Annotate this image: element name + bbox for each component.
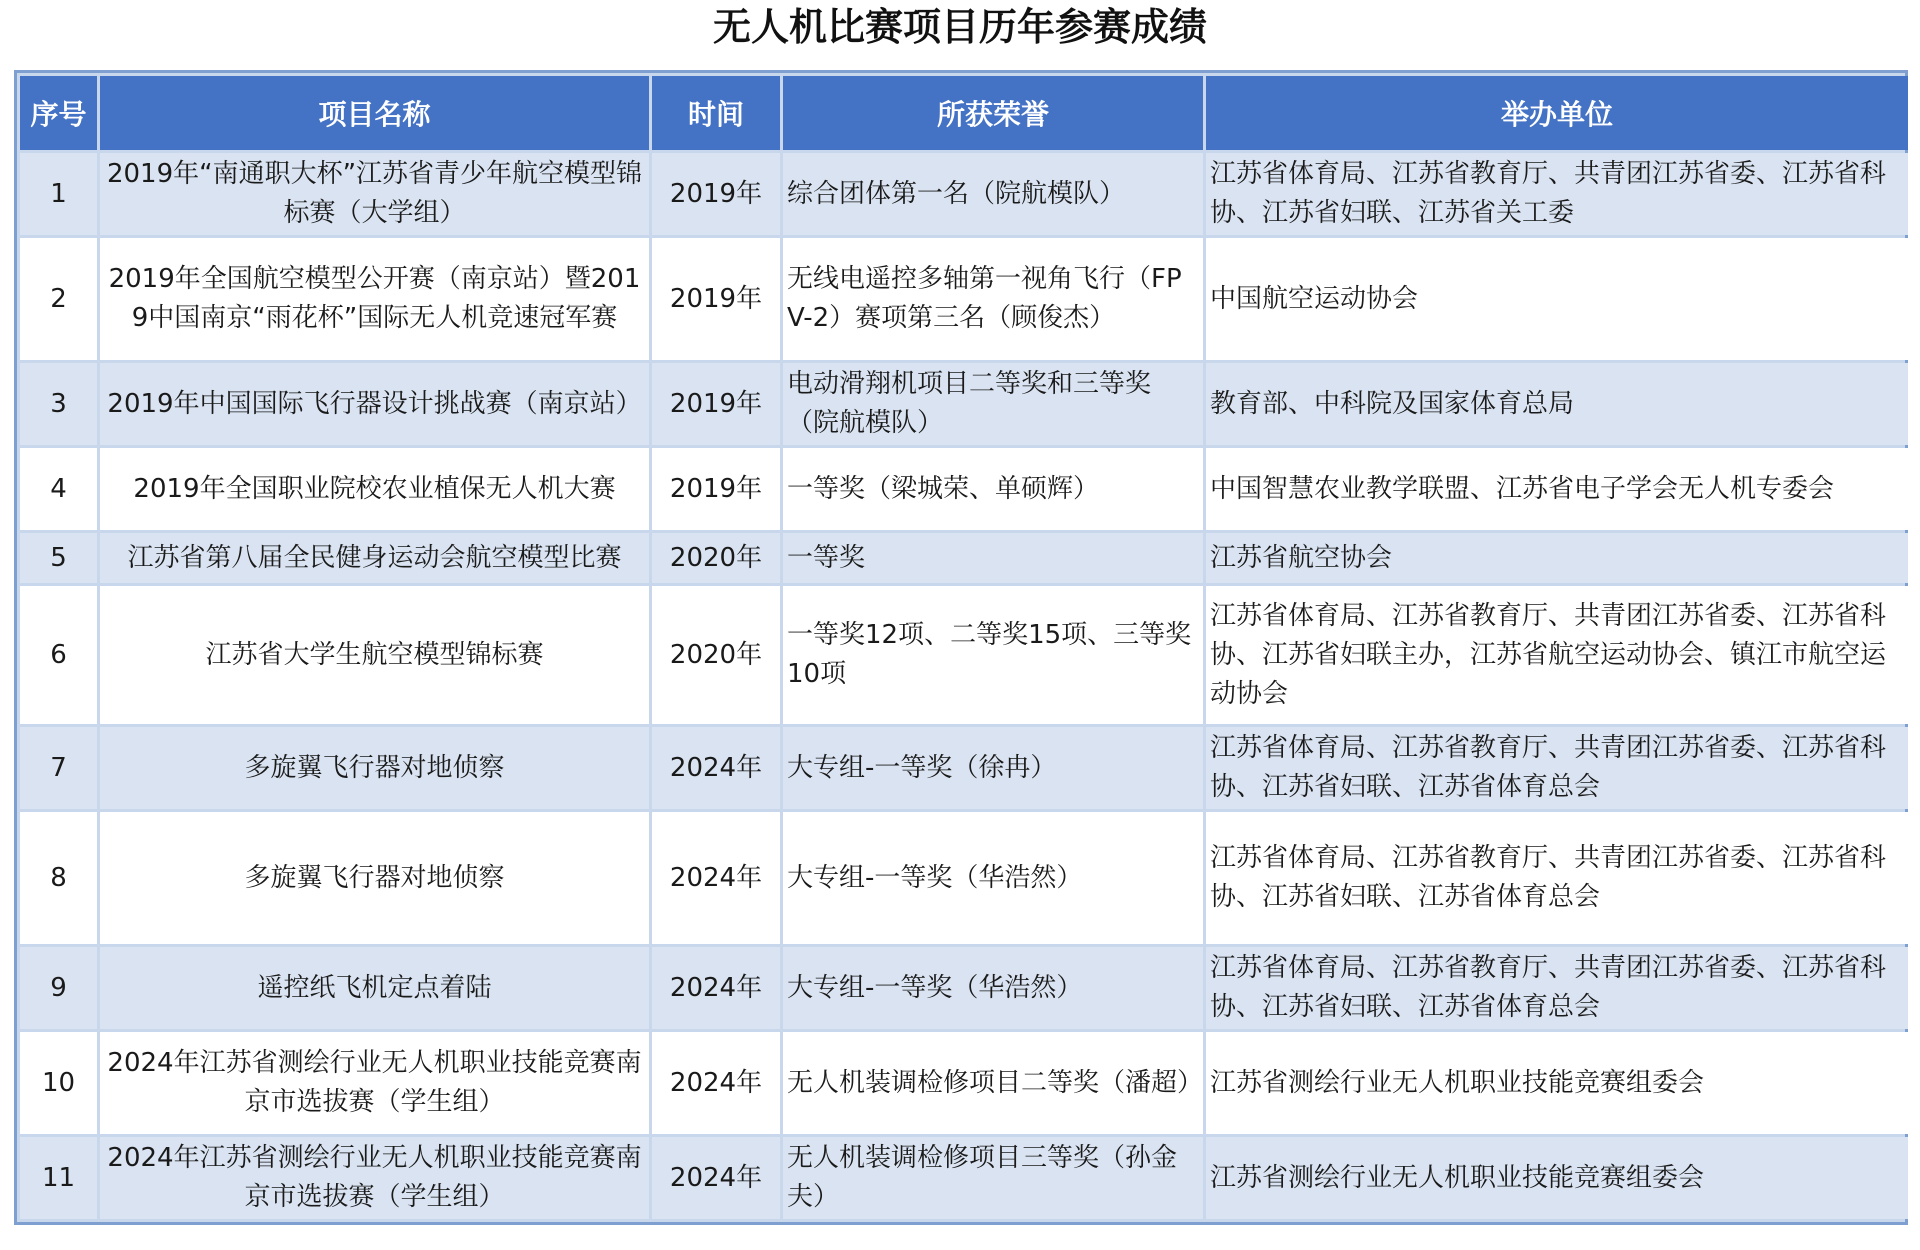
cell-honor: 无人机装调检修项目二等奖（潘超） — [783, 1032, 1203, 1134]
cell-serial-number: 8 — [20, 812, 97, 944]
cell-serial-number: 1 — [20, 153, 97, 235]
cell-honor: 电动滑翔机项目二等奖和三等奖（院航模队） — [783, 363, 1203, 445]
cell-organizer: 江苏省体育局、江苏省教育厅、共青团江苏省委、江苏省科协、江苏省妇联主办，江苏省航空运动协会、镇江市航空运动协会 — [1206, 586, 1908, 724]
cell-honor: 大专组-一等奖（华浩然） — [783, 812, 1203, 944]
cell-time: 2020年 — [652, 533, 780, 583]
header-organizer: 举办单位 — [1206, 76, 1908, 150]
cell-honor: 大专组-一等奖（徐冉） — [783, 727, 1203, 809]
cell-time: 2020年 — [652, 586, 780, 724]
cell-time: 2019年 — [652, 448, 780, 530]
cell-project-name: 江苏省大学生航空模型锦标赛 — [100, 586, 649, 724]
cell-organizer: 中国航空运动协会 — [1206, 238, 1908, 360]
cell-project-name: 多旋翼飞行器对地侦察 — [100, 727, 649, 809]
cell-serial-number: 3 — [20, 363, 97, 445]
table-row — [20, 586, 1908, 724]
cell-time: 2024年 — [652, 812, 780, 944]
cell-honor: 综合团体第一名（院航模队） — [783, 153, 1203, 235]
cell-serial-number: 7 — [20, 727, 97, 809]
cell-honor: 一等奖（梁城荣、单硕辉） — [783, 448, 1203, 530]
cell-serial-number: 10 — [20, 1032, 97, 1134]
cell-serial-number: 5 — [20, 533, 97, 583]
table-row — [20, 1032, 1908, 1134]
cell-project-name: 2019年全国职业院校农业植保无人机大赛 — [100, 448, 649, 530]
table-row — [20, 533, 1908, 583]
cell-time: 2019年 — [652, 238, 780, 360]
cell-time: 2024年 — [652, 947, 780, 1029]
header-time: 时间 — [652, 76, 780, 150]
page-title: 无人机比赛项目历年参赛成绩 — [712, 5, 1207, 49]
cell-project-name: 江苏省第八届全民健身运动会航空模型比赛 — [100, 533, 649, 583]
cell-time: 2024年 — [652, 1137, 780, 1219]
table-header-row — [20, 76, 1908, 150]
table-row — [20, 812, 1908, 944]
table-row — [20, 1137, 1908, 1219]
cell-time: 2024年 — [652, 727, 780, 809]
header-honor: 所获荣誉 — [783, 76, 1203, 150]
cell-project-name: 多旋翼飞行器对地侦察 — [100, 812, 649, 944]
cell-honor: 无人机装调检修项目三等奖（孙金夫） — [783, 1137, 1203, 1219]
cell-project-name: 2019年全国航空模型公开赛（南京站）暨2019中国南京“雨花杯”国际无人机竞速冠军赛 — [100, 238, 649, 360]
cell-honor: 无线电遥控多轴第一视角飞行（FPV-2）赛项第三名（顾俊杰） — [783, 238, 1203, 360]
cell-organizer: 江苏省测绘行业无人机职业技能竞赛组委会 — [1206, 1137, 1908, 1219]
header-project-name: 项目名称 — [100, 76, 649, 150]
cell-organizer: 中国智慧农业教学联盟、江苏省电子学会无人机专委会 — [1206, 448, 1908, 530]
cell-project-name: 2024年江苏省测绘行业无人机职业技能竞赛南京市选拔赛（学生组） — [100, 1137, 649, 1219]
results-table — [17, 73, 1911, 1222]
cell-organizer: 江苏省体育局、江苏省教育厅、共青团江苏省委、江苏省科协、江苏省妇联、江苏省关工委 — [1206, 153, 1908, 235]
cell-organizer: 江苏省测绘行业无人机职业技能竞赛组委会 — [1206, 1032, 1908, 1134]
table-row — [20, 727, 1908, 809]
table-row — [20, 947, 1908, 1029]
cell-organizer: 教育部、中科院及国家体育总局 — [1206, 363, 1908, 445]
cell-serial-number: 4 — [20, 448, 97, 530]
cell-project-name: 2019年“南通职大杯”江苏省青少年航空模型锦标赛（大学组） — [100, 153, 649, 235]
results-table-container — [14, 70, 1908, 1225]
cell-honor: 一等奖12项、二等奖15项、三等奖10项 — [783, 586, 1203, 724]
table-row — [20, 448, 1908, 530]
cell-serial-number: 11 — [20, 1137, 97, 1219]
cell-project-name: 2019年中国国际飞行器设计挑战赛（南京站） — [100, 363, 649, 445]
cell-time: 2024年 — [652, 1032, 780, 1134]
cell-honor: 一等奖 — [783, 533, 1203, 583]
cell-honor: 大专组-一等奖（华浩然） — [783, 947, 1203, 1029]
cell-time: 2019年 — [652, 363, 780, 445]
cell-serial-number: 6 — [20, 586, 97, 724]
cell-organizer: 江苏省体育局、江苏省教育厅、共青团江苏省委、江苏省科协、江苏省妇联、江苏省体育总会 — [1206, 812, 1908, 944]
cell-organizer: 江苏省体育局、江苏省教育厅、共青团江苏省委、江苏省科协、江苏省妇联、江苏省体育总会 — [1206, 947, 1908, 1029]
cell-project-name: 2024年江苏省测绘行业无人机职业技能竞赛南京市选拔赛（学生组） — [100, 1032, 649, 1134]
table-row — [20, 238, 1908, 360]
cell-serial-number: 9 — [20, 947, 97, 1029]
cell-project-name: 遥控纸飞机定点着陆 — [100, 947, 649, 1029]
header-serial-number: 序号 — [20, 76, 97, 150]
cell-serial-number: 2 — [20, 238, 97, 360]
cell-time: 2019年 — [652, 153, 780, 235]
cell-organizer: 江苏省航空协会 — [1206, 533, 1908, 583]
table-row — [20, 153, 1908, 235]
cell-organizer: 江苏省体育局、江苏省教育厅、共青团江苏省委、江苏省科协、江苏省妇联、江苏省体育总会 — [1206, 727, 1908, 809]
table-row — [20, 363, 1908, 445]
